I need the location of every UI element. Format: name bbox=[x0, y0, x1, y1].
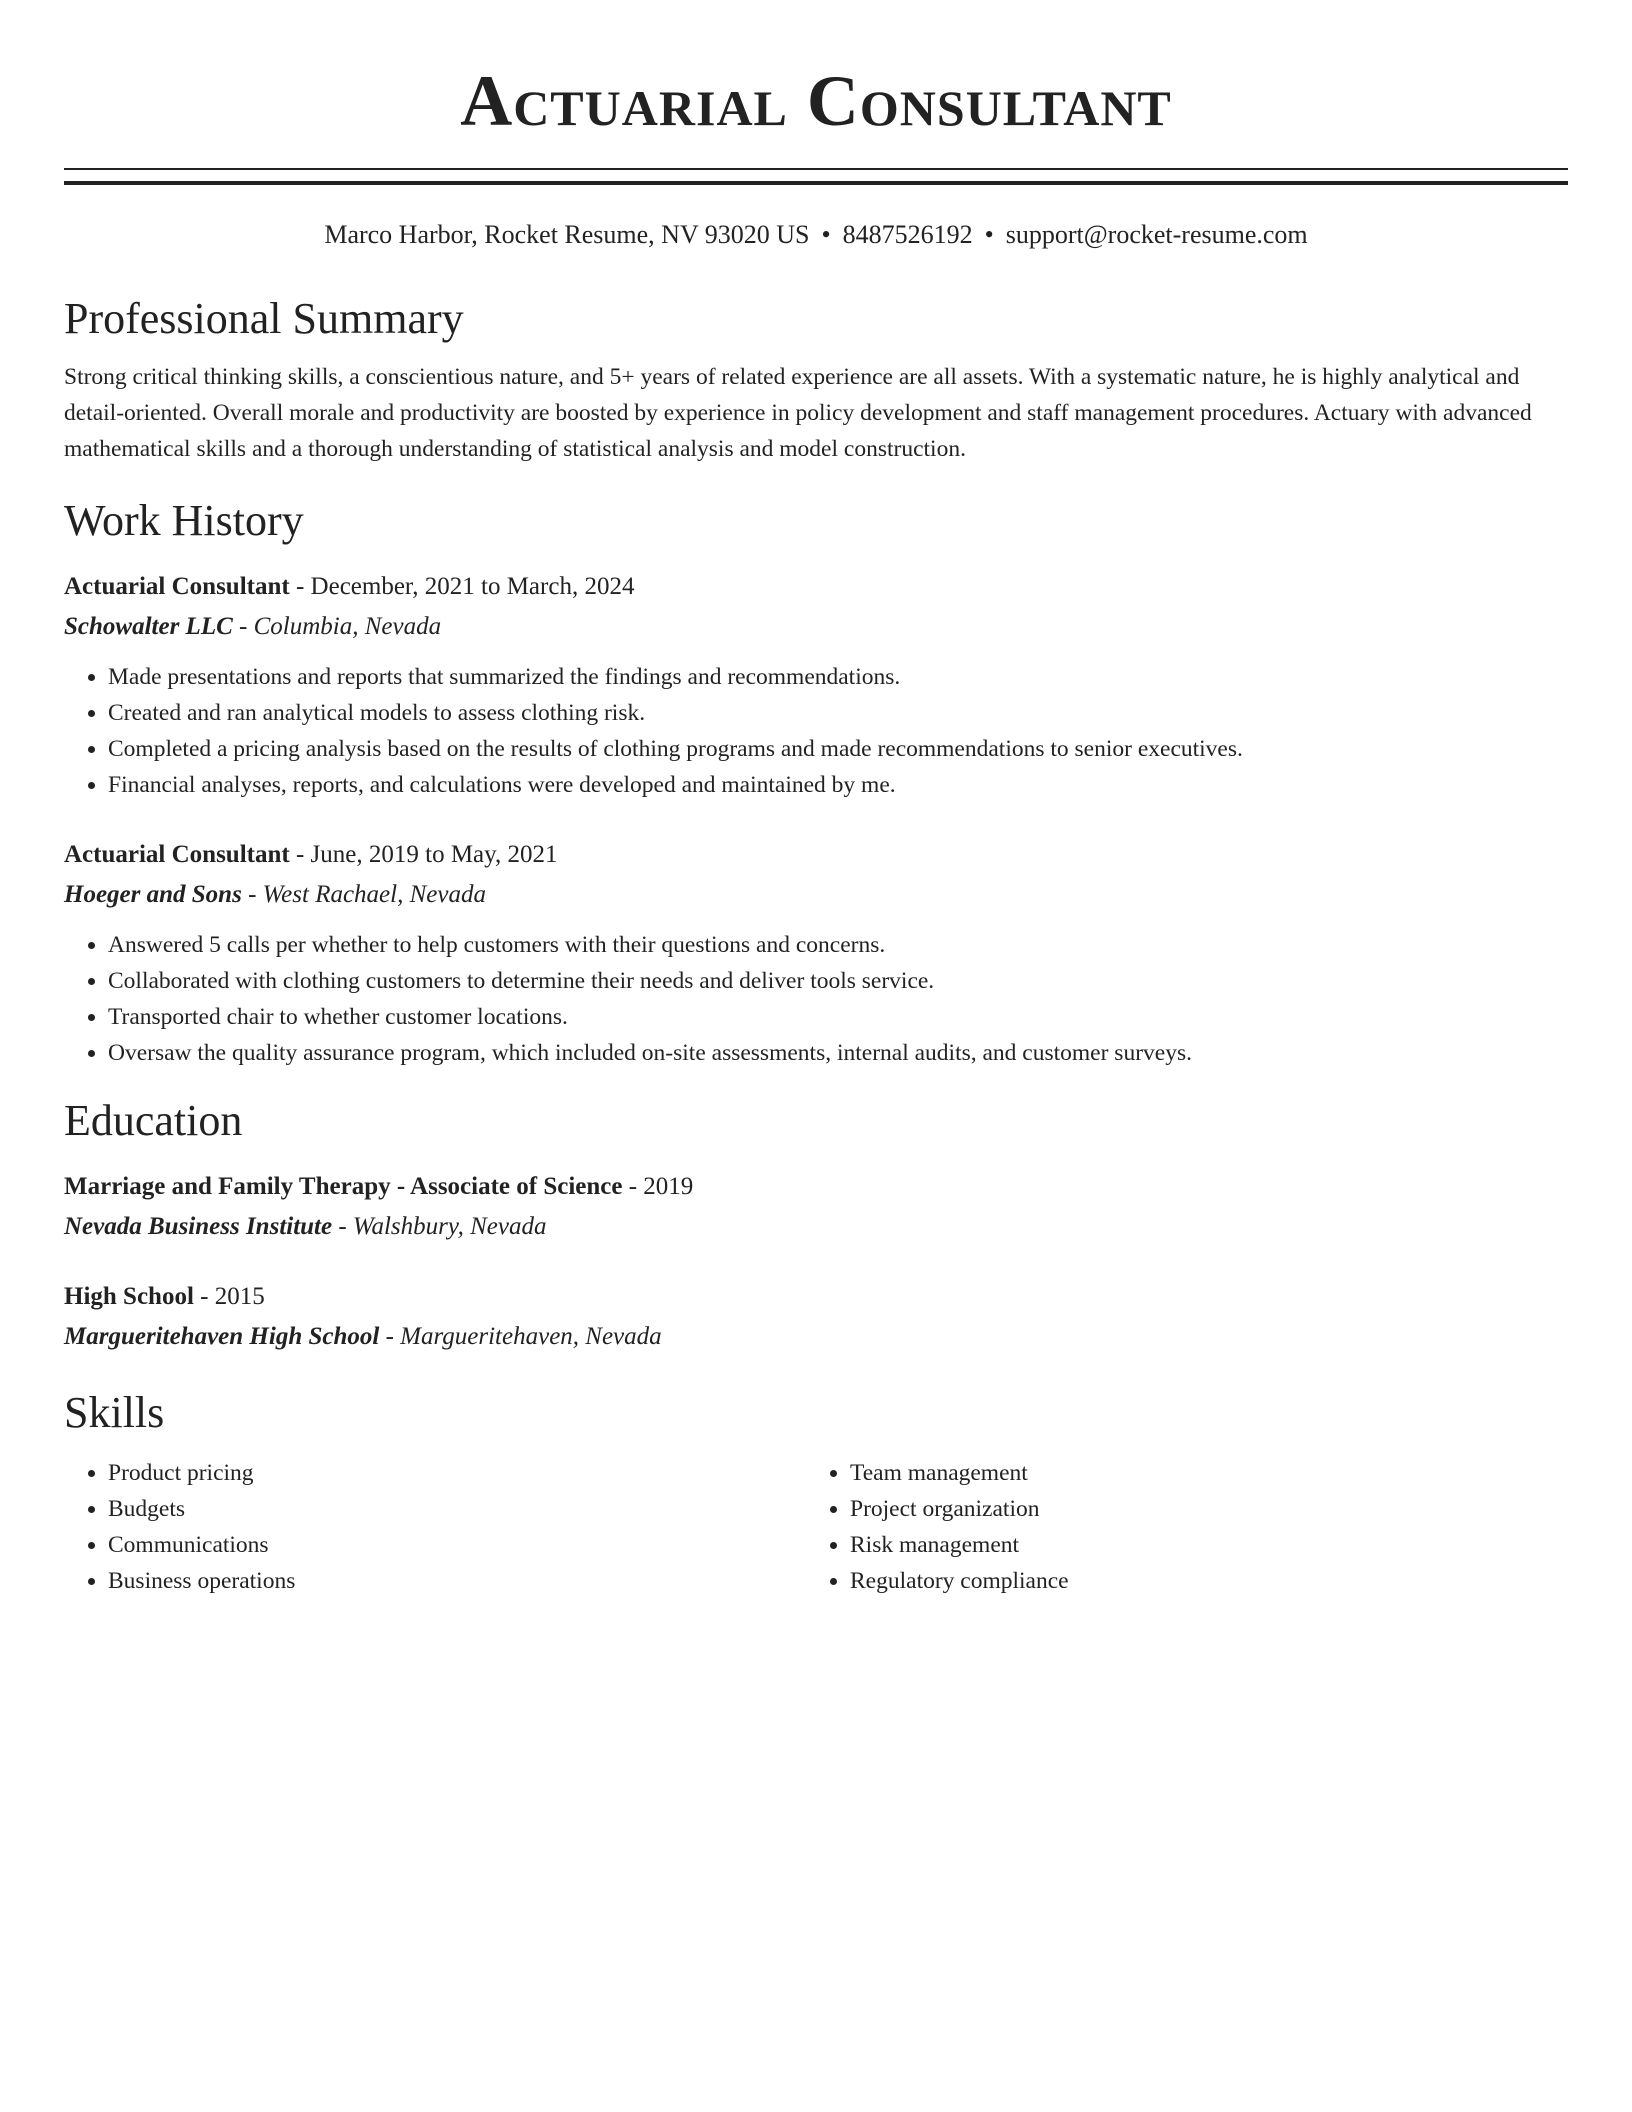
list-item: • Transported chair to whether customer locations. bbox=[108, 999, 1568, 1035]
skill-item: • Product pricing bbox=[108, 1455, 806, 1491]
skills-column-right bbox=[806, 1455, 1548, 1599]
title-divider bbox=[64, 168, 1568, 185]
job-role-line bbox=[64, 835, 1568, 875]
skill-item: • Risk management bbox=[850, 1527, 1548, 1563]
section-heading-work-history: Work History bbox=[64, 496, 304, 545]
work-entry bbox=[64, 567, 1568, 803]
list-item: • Collaborated with clothing customers to determine their needs and deliver tools service. bbox=[108, 963, 1568, 999]
resume-title: Actuarial Consultant bbox=[460, 61, 1172, 141]
skill-item: • Budgets bbox=[108, 1491, 806, 1527]
education-year: - 2015 bbox=[193, 1283, 265, 1310]
list-item: • Created and ran analytical models to assess clothing risk. bbox=[108, 695, 1568, 731]
skill-item: • Business operations bbox=[108, 1563, 806, 1599]
education-degree-line bbox=[64, 1167, 1568, 1207]
skills-column-left bbox=[64, 1455, 806, 1599]
education-school: Nevada Business Institute bbox=[64, 1213, 333, 1240]
list-item: • Oversaw the quality assurance program, which included on-site assessments, internal audits, and customer surveys. bbox=[108, 1035, 1568, 1071]
education-location: - Walshbury, Nevada bbox=[332, 1213, 547, 1240]
education-school-line bbox=[64, 1317, 1568, 1357]
list-item: • Answered 5 calls per whether to help customers with their questions and concerns. bbox=[108, 927, 1568, 963]
education-entry bbox=[64, 1167, 1568, 1247]
list-item: • Made presentations and reports that summarized the findings and recommendations. bbox=[108, 659, 1568, 695]
job-dates: - December, 2021 to March, 2024 bbox=[289, 573, 635, 600]
job-title: Actuarial Consultant bbox=[64, 573, 290, 600]
skill-item: • Regulatory compliance bbox=[850, 1563, 1548, 1599]
job-location: - West Rachael, Nevada bbox=[241, 881, 486, 908]
contact-phone: 8487526192 bbox=[842, 220, 973, 249]
education-degree: High School bbox=[64, 1283, 194, 1310]
job-location: - Columbia, Nevada bbox=[232, 613, 442, 640]
contact-separator: • bbox=[821, 220, 831, 249]
skill-item: • Team management bbox=[850, 1455, 1548, 1491]
job-responsibilities bbox=[64, 927, 1568, 1071]
contact-line bbox=[64, 219, 1568, 251]
job-company: Hoeger and Sons bbox=[64, 881, 242, 908]
section-heading-skills: Skills bbox=[64, 1388, 165, 1437]
education-school: Margueritehaven High School bbox=[64, 1323, 380, 1350]
job-dates: - June, 2019 to May, 2021 bbox=[289, 841, 558, 868]
summary-text: Strong critical thinking skills, a conscientious nature, and 5+ years of related experience are all assets. With a systematic nature, he is highly analytical and detail-oriented. Overall morale and productivity are boosted by experience in policy development and staff management procedures. Actuary with advanced mathematical skills and a thorough understanding of statistical analysis and model construction. bbox=[64, 364, 1532, 462]
education-school-line bbox=[64, 1207, 1568, 1247]
skills-grid bbox=[64, 1455, 1568, 1599]
skill-item: • Communications bbox=[108, 1527, 806, 1563]
job-company-line bbox=[64, 875, 1568, 915]
job-company-line bbox=[64, 607, 1568, 647]
education-year: - 2019 bbox=[622, 1173, 694, 1200]
section-heading-education: Education bbox=[64, 1096, 243, 1145]
section-heading-summary: Professional Summary bbox=[64, 294, 464, 343]
contact-separator: • bbox=[984, 220, 994, 249]
resume-page bbox=[64, 0, 1568, 1599]
contact-email: support@rocket-resume.com bbox=[1005, 220, 1308, 249]
work-entry bbox=[64, 835, 1568, 1071]
job-responsibilities bbox=[64, 659, 1568, 803]
education-degree: Marriage and Family Therapy - Associate of Science bbox=[64, 1173, 623, 1200]
job-role-line bbox=[64, 567, 1568, 607]
education-location: - Margueritehaven, Nevada bbox=[379, 1323, 662, 1350]
education-degree-line bbox=[64, 1277, 1568, 1317]
list-item: • Completed a pricing analysis based on the results of clothing programs and made recommendations to senior executives. bbox=[108, 731, 1568, 767]
contact-address: Marco Harbor, Rocket Resume, NV 93020 US bbox=[324, 220, 810, 249]
skill-item: • Project organization bbox=[850, 1491, 1548, 1527]
job-company: Schowalter LLC bbox=[64, 613, 233, 640]
job-title: Actuarial Consultant bbox=[64, 841, 290, 868]
education-entry bbox=[64, 1277, 1568, 1357]
list-item: • Financial analyses, reports, and calculations were developed and maintained by me. bbox=[108, 767, 1568, 803]
